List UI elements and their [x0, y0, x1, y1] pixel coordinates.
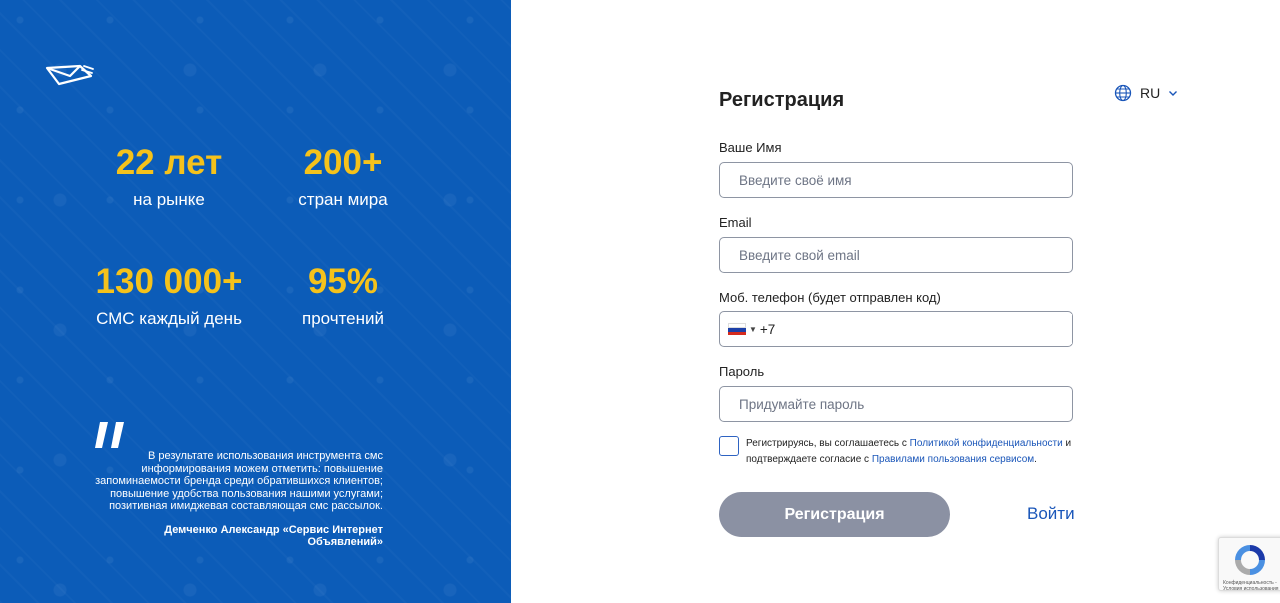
- caret-down-icon[interactable]: ▼: [749, 324, 757, 334]
- stat-countries: [243, 143, 443, 211]
- stat-value: 200+: [303, 143, 383, 182]
- agreement-text-part: .: [1034, 454, 1037, 465]
- language-selector[interactable]: [1114, 83, 1178, 103]
- logo-envelope-icon: [44, 60, 94, 88]
- password-label: Пароль: [719, 364, 765, 379]
- recaptcha-footer: Конфиденциальность - Условия использования: [1223, 580, 1279, 592]
- testimonial-text: В результате использования инструмента смс информирования можем отметить: повышение запоминаемости бренда среди обратившихся клиентов; повышение удобства пользования нашими услугами; позитивная имиджевая составляющая смс рассылок.: [95, 450, 383, 512]
- page-title: Регистрация: [719, 89, 845, 111]
- registration-form: [719, 88, 1073, 112]
- quote-icon: [94, 420, 128, 450]
- promo-panel: [0, 0, 511, 603]
- phone-field: [719, 311, 1073, 347]
- phone-country-code: +7: [759, 321, 776, 337]
- password-input[interactable]: [719, 386, 1073, 422]
- globe-icon: [1114, 84, 1132, 102]
- recaptcha-icon: [1232, 542, 1268, 578]
- agreement-checkbox[interactable]: [719, 436, 739, 456]
- recaptcha-badge[interactable]: [1218, 537, 1280, 591]
- name-label: Ваше Имя: [719, 140, 782, 155]
- language-label: RU: [1140, 85, 1161, 101]
- stat-label: прочтений: [301, 309, 385, 328]
- agreement-text-part: и подтверждаете согласие с: [746, 438, 1072, 465]
- privacy-policy-link[interactable]: Политикой конфиденциальности: [909, 438, 1063, 449]
- stat-value: 22 лет: [115, 143, 223, 182]
- stat-label: СМС каждый день: [96, 309, 242, 328]
- stat-sms-daily: [69, 262, 269, 330]
- agreement-text: [746, 436, 1079, 468]
- phone-label: Моб. телефон (будет отправлен код): [719, 290, 941, 305]
- agreement: [719, 436, 1079, 468]
- stat-years: [69, 143, 269, 211]
- email-label: Email: [719, 215, 752, 230]
- name-input[interactable]: [719, 162, 1073, 198]
- stat-read-rate: [243, 262, 443, 330]
- login-link[interactable]: Войти: [1027, 504, 1075, 523]
- stat-value: 95%: [307, 262, 379, 301]
- testimonial-author: Демченко Александр «Сервис Интернет Объявлений»: [164, 524, 383, 548]
- agreement-text-part: Регистрируясь, вы соглашаетесь с: [746, 438, 910, 449]
- chevron-down-icon: [1168, 88, 1178, 98]
- stat-value: 130 000+: [95, 262, 243, 301]
- email-input[interactable]: [719, 237, 1073, 273]
- register-button[interactable]: Регистрация: [719, 492, 950, 537]
- phone-input[interactable]: [779, 314, 1072, 344]
- stat-label: на рынке: [133, 190, 205, 209]
- stat-label: стран мира: [298, 190, 388, 209]
- terms-link[interactable]: Правилами пользования сервисом: [871, 454, 1035, 465]
- country-flag-selector[interactable]: [728, 323, 746, 335]
